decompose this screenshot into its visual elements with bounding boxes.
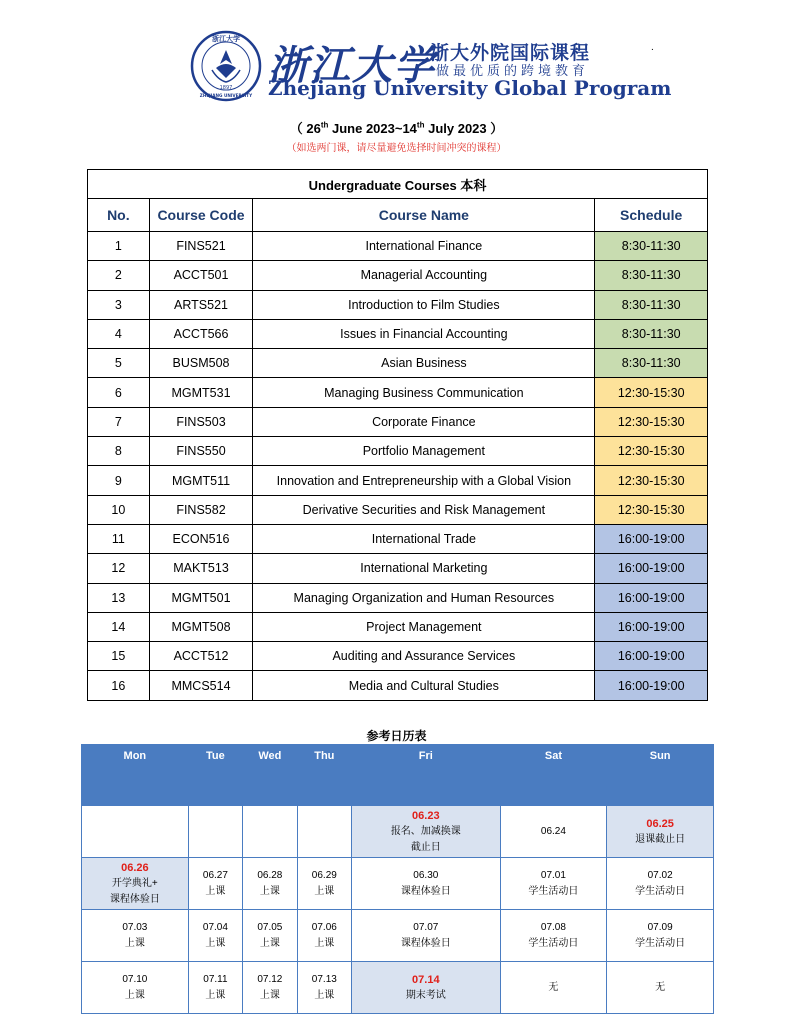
corner-mark: . <box>651 42 654 53</box>
course-name: International Finance <box>253 232 595 261</box>
calendar-day <box>297 806 351 858</box>
seal-text-bottom: ZHEJIANG UNIVERSITY <box>199 93 253 98</box>
course-code: MGMT501 <box>149 583 253 612</box>
calendar-event-label: 上课 <box>124 989 145 1001</box>
calendar-date: 07.11 <box>203 973 228 985</box>
course-schedule: 8:30-11:30 <box>595 232 708 261</box>
header-schedule: Schedule <box>595 199 708 232</box>
course-code: FINS503 <box>149 407 253 436</box>
calendar-date: 06.28 <box>257 869 283 881</box>
dates-open: （ <box>289 121 307 136</box>
course-name: Media and Cultural Studies <box>253 671 595 700</box>
seal-year: 1897 <box>219 85 233 91</box>
course-number: 3 <box>88 290 150 319</box>
course-number: 10 <box>88 495 150 524</box>
calendar-day <box>607 806 714 858</box>
calendar-date: 06.27 <box>202 869 228 881</box>
calendar-event-label: 上课 <box>205 885 226 897</box>
table-row <box>88 378 708 407</box>
weekday-tue: Tue <box>188 745 242 806</box>
calendar-week <box>82 962 714 1014</box>
course-name: Auditing and Assurance Services <box>253 642 595 671</box>
calendar-event-label: 上课 <box>314 989 335 1001</box>
calendar-date: 07.07 <box>413 921 439 933</box>
course-schedule: 12:30-15:30 <box>595 466 708 495</box>
course-code: FINS550 <box>149 437 253 466</box>
table-row <box>88 349 708 378</box>
calendar-weekday-row <box>82 745 714 806</box>
calendar-date: 07.13 <box>311 973 337 985</box>
calendar-date: 07.14 <box>412 973 440 986</box>
course-number: 7 <box>88 407 150 436</box>
calendar-day <box>607 910 714 962</box>
brand-name-chinese: 浙江大学 <box>268 42 436 89</box>
reference-calendar <box>81 744 714 1014</box>
calendar-day <box>243 858 297 910</box>
calendar-day <box>607 858 714 910</box>
course-code: FINS582 <box>149 495 253 524</box>
calendar-date: 07.08 <box>540 921 566 933</box>
course-number: 15 <box>88 642 150 671</box>
calendar-event-label: 学生活动日 <box>635 885 686 897</box>
weekday-thu: Thu <box>297 745 351 806</box>
course-name: Managerial Accounting <box>253 261 595 290</box>
calendar-day <box>188 910 242 962</box>
end-day-suffix: th <box>416 120 425 130</box>
calendar-event-label: 上课 <box>259 937 280 949</box>
calendar-title: 参考日历表 <box>366 729 427 743</box>
course-name: Corporate Finance <box>253 407 595 436</box>
calendar-date: 06.23 <box>412 809 440 822</box>
calendar-event-label: 截止日 <box>410 841 441 853</box>
calendar-day <box>82 806 189 858</box>
course-name: Managing Business Communication <box>253 378 595 407</box>
calendar-date: 07.03 <box>122 921 148 933</box>
course-name: Issues in Financial Accounting <box>253 319 595 348</box>
course-schedule: 16:00-19:00 <box>595 671 708 700</box>
course-code: MGMT531 <box>149 378 253 407</box>
table-row <box>88 261 708 290</box>
calendar-event-label: 学生活动日 <box>528 937 579 949</box>
calendar-event-label: 期末考试 <box>405 989 446 1001</box>
weekday-sat: Sat <box>500 745 607 806</box>
course-schedule: 16:00-19:00 <box>595 554 708 583</box>
header-no: No. <box>88 199 150 232</box>
calendar-day <box>352 962 501 1014</box>
calendar-day <box>297 910 351 962</box>
calendar-event-label: 无 <box>655 981 666 993</box>
course-name: International Trade <box>253 524 595 553</box>
zju-seal-logo <box>190 30 262 102</box>
course-schedule: 12:30-15:30 <box>595 378 708 407</box>
course-schedule: 12:30-15:30 <box>595 407 708 436</box>
calendar-date: 06.29 <box>311 869 337 881</box>
course-name: Managing Organization and Human Resources <box>253 583 595 612</box>
calendar-event-label: 上课 <box>259 989 280 1001</box>
table-row <box>88 583 708 612</box>
course-number: 1 <box>88 232 150 261</box>
brand-name-english: Zhejiang University Global Program <box>268 76 672 100</box>
calendar-date: 07.10 <box>122 973 148 985</box>
calendar-event-label: 上课 <box>259 885 280 897</box>
calendar-date: 07.04 <box>202 921 228 933</box>
course-code: MGMT511 <box>149 466 253 495</box>
calendar-date: 06.25 <box>646 817 674 830</box>
course-schedule: 8:30-11:30 <box>595 319 708 348</box>
course-name: International Marketing <box>253 554 595 583</box>
table-row <box>88 554 708 583</box>
course-code: ACCT566 <box>149 319 253 348</box>
table-row <box>88 495 708 524</box>
course-name: Derivative Securities and Risk Management <box>253 495 595 524</box>
table-row <box>88 524 708 553</box>
calendar-event-label: 课程体验日 <box>109 893 160 905</box>
course-schedule: 12:30-15:30 <box>595 495 708 524</box>
course-number: 14 <box>88 612 150 641</box>
course-number: 2 <box>88 261 150 290</box>
calendar-day <box>82 962 189 1014</box>
calendar-day <box>500 858 607 910</box>
calendar-date: 07.02 <box>647 869 673 881</box>
calendar-date: 07.12 <box>257 973 283 985</box>
course-code: MAKT513 <box>149 554 253 583</box>
brand-slogan: 做最优质的跨境教育 <box>436 64 590 79</box>
course-code: BUSM508 <box>149 349 253 378</box>
course-schedule: 16:00-19:00 <box>595 612 708 641</box>
calendar-day <box>82 858 189 910</box>
course-code: ARTS521 <box>149 290 253 319</box>
course-number: 16 <box>88 671 150 700</box>
program-dates <box>0 118 793 137</box>
table-row <box>88 290 708 319</box>
calendar-week <box>82 858 714 910</box>
calendar-weeks <box>82 806 714 1014</box>
course-name: Introduction to Film Studies <box>253 290 595 319</box>
course-schedule: 16:00-19:00 <box>595 524 708 553</box>
calendar-day <box>243 910 297 962</box>
calendar-day <box>352 858 501 910</box>
calendar-day <box>82 910 189 962</box>
calendar-day <box>352 806 501 858</box>
weekday-mon: Mon <box>82 745 189 806</box>
table-row <box>88 642 708 671</box>
course-code: FINS521 <box>149 232 253 261</box>
calendar-date: 07.01 <box>540 869 566 881</box>
header-course-name: Course Name <box>253 199 595 232</box>
end-month-year: July 2023 ） <box>424 121 504 136</box>
calendar-date: 07.06 <box>311 921 337 933</box>
calendar-day <box>500 806 607 858</box>
calendar-event-label: 课程体验日 <box>400 937 451 949</box>
calendar-date: 06.24 <box>540 825 566 837</box>
course-code: MMCS514 <box>149 671 253 700</box>
calendar-day <box>500 962 607 1014</box>
course-code: ACCT512 <box>149 642 253 671</box>
table-row <box>88 466 708 495</box>
start-day-suffix: th <box>320 120 329 130</box>
course-schedule: 16:00-19:00 <box>595 642 708 671</box>
calendar-date: 07.09 <box>647 921 673 933</box>
calendar-event-label: 开学典礼+ <box>111 877 158 889</box>
table-row <box>88 407 708 436</box>
calendar-week <box>82 806 714 858</box>
course-rows <box>88 232 708 701</box>
table-row <box>88 612 708 641</box>
calendar-day <box>352 910 501 962</box>
calendar-date: 06.30 <box>413 869 439 881</box>
weekday-sun: Sun <box>607 745 714 806</box>
calendar-event-label: 上课 <box>124 937 145 949</box>
table-row <box>88 319 708 348</box>
calendar-date: 07.05 <box>257 921 283 933</box>
calendar-day <box>188 806 242 858</box>
course-number: 8 <box>88 437 150 466</box>
course-code: ECON516 <box>149 524 253 553</box>
calendar-day <box>243 806 297 858</box>
course-number: 11 <box>88 524 150 553</box>
weekday-fri: Fri <box>352 745 501 806</box>
course-schedule: 12:30-15:30 <box>595 437 708 466</box>
course-number: 9 <box>88 466 150 495</box>
course-name: Portfolio Management <box>253 437 595 466</box>
calendar-event-label: 上课 <box>314 937 335 949</box>
course-name: Project Management <box>253 612 595 641</box>
header-course-code: Course Code <box>149 199 253 232</box>
course-number: 4 <box>88 319 150 348</box>
calendar-day <box>188 858 242 910</box>
calendar-event-label: 学生活动日 <box>635 937 686 949</box>
seal-text-top: 浙江大学 <box>212 35 240 43</box>
courses-caption: Undergraduate Courses 本科 <box>88 170 708 199</box>
calendar-day <box>188 962 242 1014</box>
calendar-event-label: 上课 <box>205 989 226 1001</box>
course-name: Asian Business <box>253 349 595 378</box>
calendar-event-label: 报名、加减换课 <box>390 825 461 837</box>
calendar-event-label: 课程体验日 <box>400 885 451 897</box>
calendar-event-label: 退课截止日 <box>635 833 686 845</box>
calendar-event-label: 上课 <box>314 885 335 897</box>
course-schedule: 16:00-19:00 <box>595 583 708 612</box>
schedule-note: （如选两门课，请尽量避免选择时间冲突的课程） <box>286 143 507 154</box>
calendar-day <box>607 962 714 1014</box>
course-number: 13 <box>88 583 150 612</box>
course-code: ACCT501 <box>149 261 253 290</box>
calendar-event-label: 学生活动日 <box>528 885 579 897</box>
calendar-day <box>500 910 607 962</box>
end-day: 14 <box>402 121 417 136</box>
brand-subtitle: 浙大外院国际课程 <box>430 42 591 64</box>
course-schedule: 8:30-11:30 <box>595 261 708 290</box>
course-number: 12 <box>88 554 150 583</box>
courses-table <box>87 169 708 701</box>
course-name: Innovation and Entrepreneurship with a Global Vision <box>253 466 595 495</box>
course-number: 5 <box>88 349 150 378</box>
course-schedule: 8:30-11:30 <box>595 349 708 378</box>
course-code: MGMT508 <box>149 612 253 641</box>
course-number: 6 <box>88 378 150 407</box>
weekday-wed: Wed <box>243 745 297 806</box>
calendar-date: 06.26 <box>121 861 149 874</box>
calendar-event-label: 上课 <box>205 937 226 949</box>
calendar-day <box>297 858 351 910</box>
page-header <box>0 0 793 110</box>
calendar-day <box>243 962 297 1014</box>
table-row <box>88 232 708 261</box>
start-month-year: June 2023~ <box>328 121 403 136</box>
course-schedule: 8:30-11:30 <box>595 290 708 319</box>
calendar-week <box>82 910 714 962</box>
start-day: 26 <box>306 121 321 136</box>
calendar-event-label: 无 <box>548 981 559 993</box>
table-row <box>88 437 708 466</box>
calendar-day <box>297 962 351 1014</box>
table-row <box>88 671 708 700</box>
